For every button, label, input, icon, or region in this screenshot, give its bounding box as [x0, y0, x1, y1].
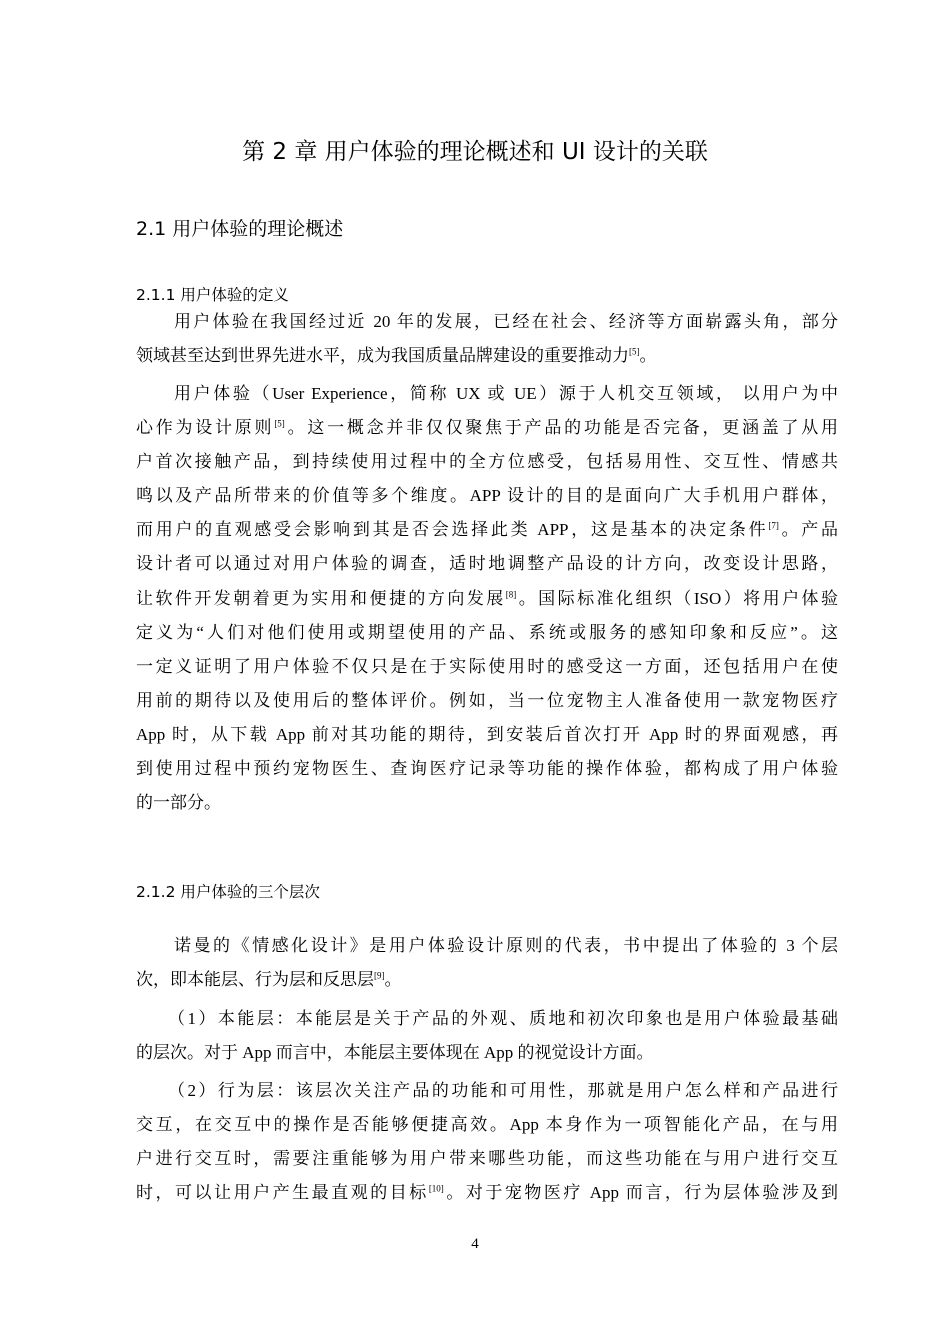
paragraph-line: 而用户的直观感受会影响到其是否会选择此类 APP，这是基本的决定条件[7]。产品 [136, 520, 839, 540]
paragraph-line: 诺曼的《情感化设计》是用户体验设计原则的代表，书中提出了体验的 3 个层 [174, 936, 838, 955]
citation-ref: [5] [274, 418, 285, 429]
paragraph-line: 用前的期待以及使用后的整体评价。例如，当一位宠物主人准备使用一款宠物医疗 [136, 690, 838, 710]
citation-ref: [9] [374, 970, 385, 981]
paragraph-5 [136, 1074, 838, 1210]
paragraph-line: 领域甚至达到世界先进水平，成为我国质量品牌建设的重要推动力[5]。 [136, 346, 657, 366]
paragraph-line: App 时，从下载 App 前对其功能的期待，到安装后首次打开 App 时的界面观感，再 [136, 724, 838, 744]
paragraph-line: 次，即本能层、行为层和反思层[9]。 [136, 970, 402, 990]
paragraph-4 [136, 1002, 838, 1070]
paragraph-line: 户首次接触产品，到持续使用过程中的全方位感受，包括易用性、交互性、情感共 [136, 452, 838, 472]
section-heading-2-1: 2.1 用户体验的理论概述 [136, 218, 344, 240]
paragraph-line: 户进行交互时，需要注重能够为用户带来哪些功能，而这些功能在与用户进行交互 [136, 1149, 838, 1169]
paragraph-line: 设计者可以通过对用户体验的调查，适时地调整产品设的计方向，改变设计思路， [136, 554, 838, 574]
paragraph-line: 的层次。对于 App 而言中，本能层主要体现在 App 的视觉设计方面。 [136, 1043, 654, 1063]
section-heading-2-1-1: 2.1.1 用户体验的定义 [136, 286, 289, 304]
paragraph-line: 定义为“人们对他们使用或期望使用的产品、系统或服务的感知印象和反应”。这 [136, 622, 838, 642]
paragraph-line: 的一部分。 [136, 793, 221, 813]
citation-ref: [8] [505, 588, 517, 599]
paragraph-2 [136, 377, 838, 820]
paragraph-line: 让软件开发朝着更为实用和便捷的方向发展[8]。国际标准化组织（ISO）将用户体验 [136, 588, 838, 608]
paragraph-line: 用户体验（User Experience，简称 UX 或 UE）源于人机交互领域， 以用户为中 [174, 384, 838, 403]
paragraph-line: （1）本能层：本能层是关于产品的外观、质地和初次印象也是用户体验最基础 [168, 1009, 838, 1028]
paragraph-line: 时，可以让用户产生最直观的目标[10]。对于宠物医疗 App 而言，行为层体验涉及到 [136, 1183, 838, 1203]
paragraph-line: 一定义证明了用户体验不仅只是在于实际使用时的感受这一方面，还包括用户在使 [136, 656, 838, 676]
paragraph-3 [136, 929, 838, 997]
paragraph-line: 到使用过程中预约宠物医生、查询医疗记录等功能的操作体验，都构成了用户体验 [136, 759, 838, 779]
citation-ref: [7] [768, 520, 779, 531]
paragraph-line: 用户体验在我国经过近 20 年的发展，已经在社会、经济等方面崭露头角，部分 [174, 312, 838, 331]
paragraph-1 [136, 305, 838, 373]
page-number: 4 [471, 1236, 479, 1252]
paragraph-line: （2）行为层：该层次关注产品的功能和可用性，那就是用户怎么样和产品进行 [168, 1081, 838, 1100]
chapter-title: 第 2 章 用户体验的理论概述和 UI 设计的关联 [242, 139, 708, 165]
citation-ref: [5] [629, 346, 640, 357]
paragraph-line: 心作为设计原则[5]。这一概念并非仅仅聚焦于产品的功能是否完备，更涵盖了从用 [136, 418, 839, 438]
paragraph-line: 交互，在交互中的操作是否能够便捷高效。App 本身作为一项智能化产品，在与用 [136, 1115, 838, 1135]
section-heading-2-1-2: 2.1.2 用户体验的三个层次 [136, 883, 320, 901]
paragraph-line: 鸣以及产品所带来的价值等多个维度。APP 设计的目的是面向广大手机用户群体， [136, 486, 838, 506]
citation-ref: [10] [428, 1183, 444, 1194]
